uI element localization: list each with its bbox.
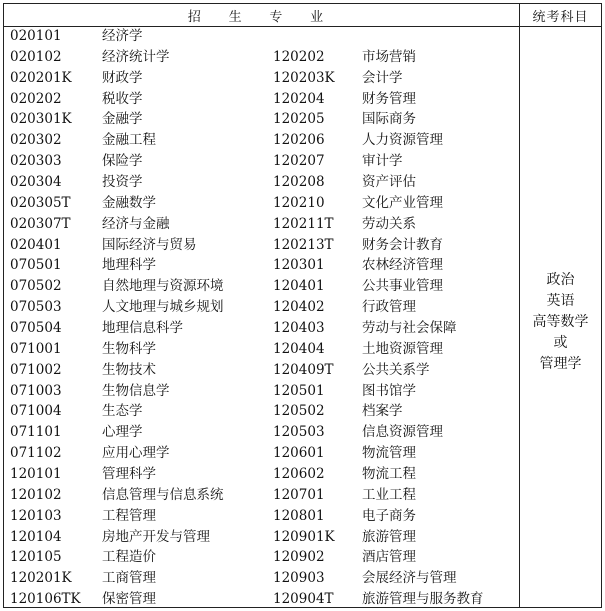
major-name: 公共关系学 bbox=[362, 361, 430, 378]
table-row bbox=[4, 68, 519, 89]
majors-table bbox=[3, 3, 602, 608]
major-code: 120402 bbox=[273, 299, 325, 316]
major-code: 020307T bbox=[10, 215, 71, 232]
major-name: 人力资源管理 bbox=[362, 132, 443, 149]
major-code: 120403 bbox=[273, 320, 325, 337]
major-code: 120404 bbox=[273, 340, 325, 357]
table-body bbox=[4, 26, 519, 610]
major-code: 120502 bbox=[273, 403, 325, 420]
major-code: 120503 bbox=[273, 424, 325, 441]
table-row bbox=[4, 401, 519, 422]
major-name: 信息资源管理 bbox=[362, 424, 443, 441]
major-name: 管理科学 bbox=[102, 466, 156, 483]
table-row bbox=[4, 381, 519, 402]
major-code: 020201K bbox=[10, 69, 72, 86]
major-name: 酒店管理 bbox=[362, 549, 416, 566]
subject-item: 政治 bbox=[546, 272, 575, 288]
major-code: 120101 bbox=[10, 466, 62, 483]
table-row bbox=[4, 485, 519, 506]
major-code: 120203K bbox=[273, 69, 335, 86]
header-majors bbox=[4, 4, 519, 26]
major-code: 020303 bbox=[10, 153, 62, 170]
major-name: 国际商务 bbox=[362, 111, 416, 128]
major-name: 劳动关系 bbox=[362, 215, 416, 232]
table-row bbox=[4, 339, 519, 360]
major-name: 税收学 bbox=[102, 90, 143, 107]
subject-item: 管理学 bbox=[539, 356, 582, 372]
major-code: 070502 bbox=[10, 278, 62, 295]
major-name: 经济与金融 bbox=[102, 215, 170, 232]
major-name: 生态学 bbox=[102, 403, 143, 420]
major-name: 文化产业管理 bbox=[362, 194, 443, 211]
major-name: 旅游管理与服务教育 bbox=[362, 591, 484, 608]
table-row bbox=[4, 527, 519, 548]
table-row bbox=[4, 443, 519, 464]
major-code: 120205 bbox=[273, 111, 325, 128]
major-code: 120409T bbox=[273, 361, 334, 378]
major-code: 120210 bbox=[273, 194, 325, 211]
major-code: 020101 bbox=[10, 28, 62, 44]
major-code: 120204 bbox=[273, 90, 325, 107]
major-code: 120901K bbox=[273, 528, 335, 545]
major-code: 070504 bbox=[10, 320, 62, 337]
major-code: 120202 bbox=[273, 48, 325, 65]
major-name: 地理信息科学 bbox=[102, 320, 183, 337]
major-code: 020202 bbox=[10, 90, 62, 107]
major-name: 经济统计学 bbox=[102, 48, 170, 65]
major-code: 120208 bbox=[273, 174, 325, 191]
major-name: 会计学 bbox=[362, 69, 403, 86]
major-name: 生物科学 bbox=[102, 340, 156, 357]
major-code: 071001 bbox=[10, 340, 62, 357]
major-code: 071004 bbox=[10, 403, 62, 420]
subject-item: 英语 bbox=[546, 293, 575, 309]
major-name: 应用心理学 bbox=[102, 445, 170, 462]
major-name: 金融学 bbox=[102, 111, 143, 128]
table-row bbox=[4, 214, 519, 235]
major-name: 会展经济与管理 bbox=[362, 570, 457, 587]
table-row bbox=[4, 130, 519, 151]
table-row bbox=[4, 360, 519, 381]
major-code: 120213T bbox=[273, 236, 334, 253]
header-char: 业 bbox=[310, 9, 324, 25]
major-name: 心理学 bbox=[102, 424, 143, 441]
major-code: 120601 bbox=[273, 445, 325, 462]
table-row bbox=[4, 589, 519, 610]
table-row bbox=[4, 506, 519, 527]
major-name: 行政管理 bbox=[362, 299, 416, 316]
major-code: 070501 bbox=[10, 257, 62, 274]
major-name: 人文地理与城乡规划 bbox=[102, 299, 224, 316]
major-code: 071003 bbox=[10, 382, 62, 399]
major-code: 070503 bbox=[10, 299, 62, 316]
major-code: 120903 bbox=[273, 570, 325, 587]
major-name: 工程管理 bbox=[102, 507, 156, 524]
major-name: 农林经济管理 bbox=[362, 257, 443, 274]
header-exam-subjects: 统考科目 bbox=[532, 9, 589, 25]
major-code: 120106TK bbox=[10, 591, 81, 608]
major-code: 071101 bbox=[10, 424, 62, 441]
major-code: 120902 bbox=[273, 549, 325, 566]
table-row bbox=[4, 151, 519, 172]
major-code: 120103 bbox=[10, 507, 62, 524]
major-name: 国际经济与贸易 bbox=[102, 236, 197, 253]
major-name: 档案学 bbox=[362, 403, 403, 420]
major-name: 电子商务 bbox=[362, 507, 416, 524]
subject-item: 或 bbox=[553, 335, 568, 351]
table-row bbox=[4, 109, 519, 130]
major-code: 120104 bbox=[10, 528, 62, 545]
major-name: 房地产开发与管理 bbox=[102, 528, 210, 545]
table-row bbox=[4, 255, 519, 276]
major-code: 120401 bbox=[273, 278, 325, 295]
major-code: 020304 bbox=[10, 174, 62, 191]
major-code: 120207 bbox=[273, 153, 325, 170]
major-code: 020302 bbox=[10, 132, 62, 149]
major-code: 120301 bbox=[273, 257, 325, 274]
major-name: 旅游管理 bbox=[362, 528, 416, 545]
major-code: 120105 bbox=[10, 549, 62, 566]
major-name: 土地资源管理 bbox=[362, 340, 443, 357]
table-row bbox=[4, 26, 519, 47]
major-name: 地理科学 bbox=[102, 257, 156, 274]
major-code: 120701 bbox=[273, 486, 325, 503]
major-name: 劳动与社会保障 bbox=[362, 320, 457, 337]
major-code: 020401 bbox=[10, 236, 62, 253]
table-row bbox=[4, 297, 519, 318]
major-code: 120211T bbox=[273, 215, 334, 232]
table-row bbox=[4, 89, 519, 110]
major-name: 资产评估 bbox=[362, 174, 416, 191]
major-code: 020305T bbox=[10, 194, 71, 211]
major-name: 经济学 bbox=[102, 28, 143, 44]
table-row bbox=[4, 276, 519, 297]
major-code: 071102 bbox=[10, 445, 62, 462]
major-name: 保密管理 bbox=[102, 591, 156, 608]
major-code: 020102 bbox=[10, 48, 62, 65]
major-code: 120206 bbox=[273, 132, 325, 149]
major-name: 审计学 bbox=[362, 153, 403, 170]
major-name: 投资学 bbox=[102, 174, 143, 191]
table-row bbox=[4, 568, 519, 589]
major-name: 财政学 bbox=[102, 69, 143, 86]
header-char: 专 bbox=[269, 9, 283, 25]
major-code: 071002 bbox=[10, 361, 62, 378]
major-name: 工业工程 bbox=[362, 486, 416, 503]
major-name: 信息管理与信息系统 bbox=[102, 486, 224, 503]
major-name: 保险学 bbox=[102, 153, 143, 170]
major-code: 120801 bbox=[273, 507, 325, 524]
major-name: 财务会计教育 bbox=[362, 236, 443, 253]
major-name: 工商管理 bbox=[102, 570, 156, 587]
major-code: 120904T bbox=[273, 591, 334, 608]
major-name: 金融工程 bbox=[102, 132, 156, 149]
table-row bbox=[4, 318, 519, 339]
table-row bbox=[4, 193, 519, 214]
major-code: 120201K bbox=[10, 570, 72, 587]
major-name: 物流工程 bbox=[362, 466, 416, 483]
major-name: 自然地理与资源环境 bbox=[102, 278, 224, 295]
table-row bbox=[4, 47, 519, 68]
table-row bbox=[4, 172, 519, 193]
major-name: 金融数学 bbox=[102, 194, 156, 211]
major-name: 市场营销 bbox=[362, 48, 416, 65]
major-name: 图书馆学 bbox=[362, 382, 416, 399]
table-row bbox=[4, 547, 519, 568]
major-code: 120102 bbox=[10, 486, 62, 503]
table-row bbox=[4, 422, 519, 443]
subject-item: 高等数学 bbox=[532, 314, 589, 330]
major-name: 生物技术 bbox=[102, 361, 156, 378]
major-name: 公共事业管理 bbox=[362, 278, 443, 295]
major-name: 工程造价 bbox=[102, 549, 156, 566]
exam-subjects-cell bbox=[520, 270, 601, 375]
major-name: 财务管理 bbox=[362, 90, 416, 107]
major-code: 120602 bbox=[273, 466, 325, 483]
major-name: 物流管理 bbox=[362, 445, 416, 462]
major-code: 020301K bbox=[10, 111, 72, 128]
table-row bbox=[4, 235, 519, 256]
major-code: 120501 bbox=[273, 382, 325, 399]
header-char: 招 bbox=[187, 9, 201, 25]
major-name: 生物信息学 bbox=[102, 382, 170, 399]
table-row bbox=[4, 464, 519, 485]
header-char: 生 bbox=[228, 9, 242, 25]
